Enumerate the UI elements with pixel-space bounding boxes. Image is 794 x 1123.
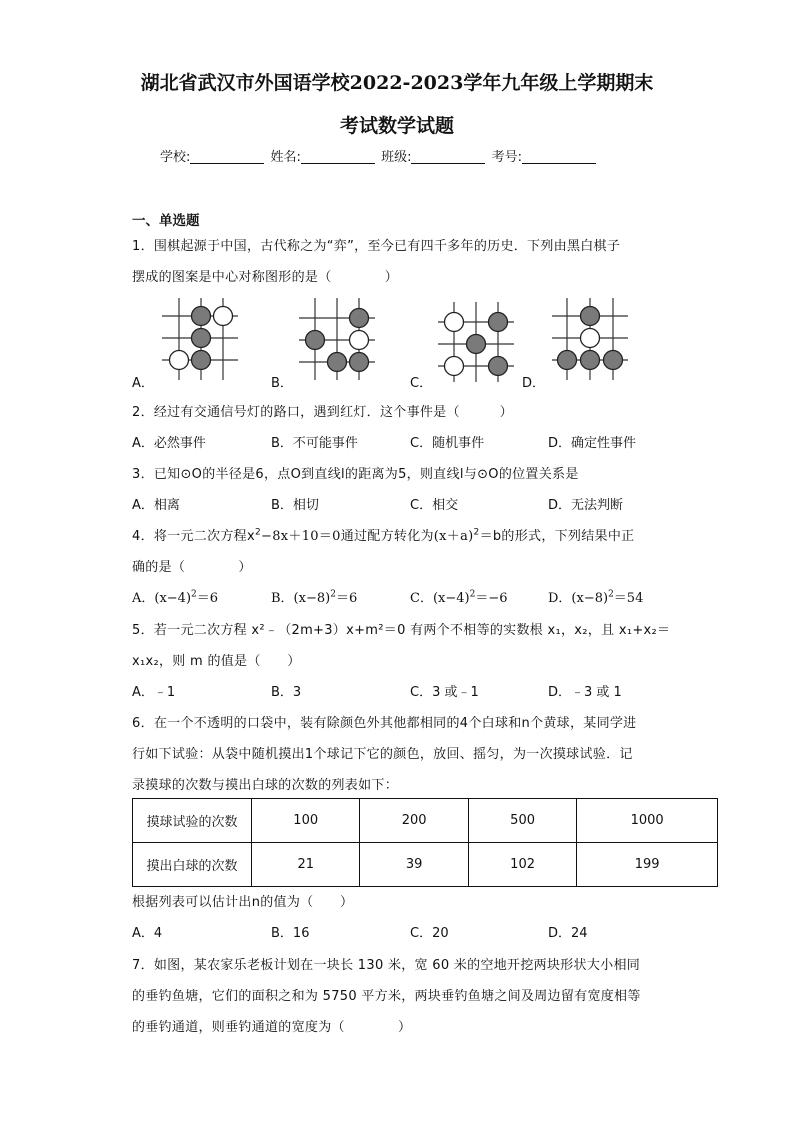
q3-option-b[interactable]: B．相切	[271, 498, 319, 513]
name-label: 姓名:	[270, 150, 301, 165]
q7-text-line-1: 7．如图，某农家乐老板计划在一块长 130 米，宽 60 米的空地开挖两块形状大小相同	[132, 958, 641, 973]
q2-text: 2．经过有交通信号灯的路口，遇到红灯．这个事件是（ ）	[132, 405, 513, 420]
q6-table	[132, 798, 718, 887]
q2-option-c[interactable]: C．随机事件	[410, 436, 485, 451]
q7-text-line-3: 的垂钓通道，则垂钓通道的宽度为（ ）	[132, 1020, 412, 1035]
exam-number-blank[interactable]	[522, 149, 596, 164]
table-cell: 21	[252, 843, 360, 887]
q1-figure-b	[295, 296, 379, 382]
q6-option-b[interactable]: B．16	[271, 926, 310, 941]
q2-option-a[interactable]: A．必然事件	[132, 436, 206, 451]
school-label: 学校:	[160, 150, 191, 165]
q3-option-a[interactable]: A．相离	[132, 498, 180, 513]
table-cell: 102	[468, 843, 576, 887]
table-cell: 100	[252, 799, 360, 843]
q5-option-a[interactable]: A．﹣1	[132, 685, 176, 700]
table-cell: 摸出白球的次数	[133, 843, 252, 887]
section-title: 一、单选题	[132, 213, 200, 229]
q6-option-c[interactable]: C．20	[410, 926, 449, 941]
q3-option-c[interactable]: C．相交	[410, 498, 459, 513]
q1-figure-d	[548, 296, 632, 382]
table-cell: 500	[468, 799, 576, 843]
table-cell: 摸球试验的次数	[133, 799, 252, 843]
school-blank[interactable]	[190, 149, 264, 164]
q4-text-line-1: 4．将一元二次方程$x^2-8x+10=0$通过配方转化为$(x+a)^2=b$的形式，下列结果中正	[132, 527, 635, 544]
q3-text: 3．已知⊙O的半径是6，点O到直线l的距离为5，则直线l与⊙O的位置关系是	[132, 467, 579, 482]
q4-text-line-2: 确的是（ ）	[132, 560, 252, 575]
q5-option-d[interactable]: D．﹣3 或 1	[548, 685, 622, 700]
table-cell: 39	[360, 843, 468, 887]
q1-option-c[interactable]: C．	[410, 376, 433, 391]
q1-option-a[interactable]: A．	[132, 376, 154, 391]
table-row	[133, 799, 718, 843]
q3-option-d[interactable]: D．无法判断	[548, 498, 624, 513]
q6-option-d[interactable]: D．24	[548, 926, 588, 941]
title-line-1: 湖北省武汉市外国语学校2022-2023学年九年级上学期期末	[140, 72, 654, 94]
table-cell: 200	[360, 799, 468, 843]
q4-option-c[interactable]: C．$(x-4)^2=-6$	[410, 589, 508, 606]
table-cell: 199	[577, 843, 718, 887]
q2-option-b[interactable]: B．不可能事件	[271, 436, 358, 451]
exam-number-label: 考号:	[491, 150, 522, 165]
q1-option-b[interactable]: B．	[271, 376, 293, 391]
q6-text-line-3: 录摸球的次数与摸出白球的次数的列表如下：	[132, 778, 399, 793]
q6-after-text: 根据列表可以估计出n的值为（ ）	[132, 895, 354, 910]
q1-figure-c	[434, 300, 518, 384]
q6-text-line-1: 6．在一个不透明的口袋中，装有除颜色外其他都相同的4个白球和n个黄球，某同学进	[132, 716, 637, 731]
q1-text-line-1: 1．围棋起源于中国，古代称之为“弈”，至今已有四千多年的历史．下列由黑白棋子	[132, 239, 621, 254]
q1-figure-a	[158, 296, 242, 382]
q4-option-a[interactable]: A．$(x-4)^2=6$	[132, 589, 219, 606]
class-label: 班级:	[381, 150, 412, 165]
q7-text-line-2: 的垂钓鱼塘，它们的面积之和为 5750 平方米，两块垂钓鱼塘之间及周边留有宽度相等	[132, 989, 641, 1004]
q5-text-line-1: 5．若一元二次方程 x²﹣（2m+3）x+m²＝0 有两个不相等的实数根 x₁，x₂，且 x₁+x₂＝	[132, 623, 671, 638]
q4-option-d[interactable]: D．$(x-8)^2=54$	[548, 589, 644, 606]
class-blank[interactable]	[411, 149, 485, 164]
title-line-2: 考试数学试题	[339, 115, 454, 137]
student-info-fields	[160, 146, 598, 165]
name-blank[interactable]	[301, 149, 375, 164]
q1-option-d[interactable]: D．	[522, 376, 546, 391]
table-row	[133, 843, 718, 887]
q5-option-b[interactable]: B．3	[271, 685, 302, 700]
table-cell: 1000	[577, 799, 718, 843]
q4-option-b[interactable]: B．$(x-8)^2=6$	[271, 589, 358, 606]
q5-text-line-2: x₁x₂，则 m 的值是（ ）	[132, 654, 301, 669]
q2-option-d[interactable]: D．确定性事件	[548, 436, 637, 451]
q6-option-a[interactable]: A．4	[132, 926, 163, 941]
q1-text-line-2: 摆成的图案是中心对称图形的是（ ）	[132, 270, 399, 285]
q5-option-c[interactable]: C．3 或﹣1	[410, 685, 479, 700]
q6-text-line-2: 行如下试验：从袋中随机摸出1个球记下它的颜色，放回、摇匀，为一次摸球试验．记	[132, 747, 633, 762]
